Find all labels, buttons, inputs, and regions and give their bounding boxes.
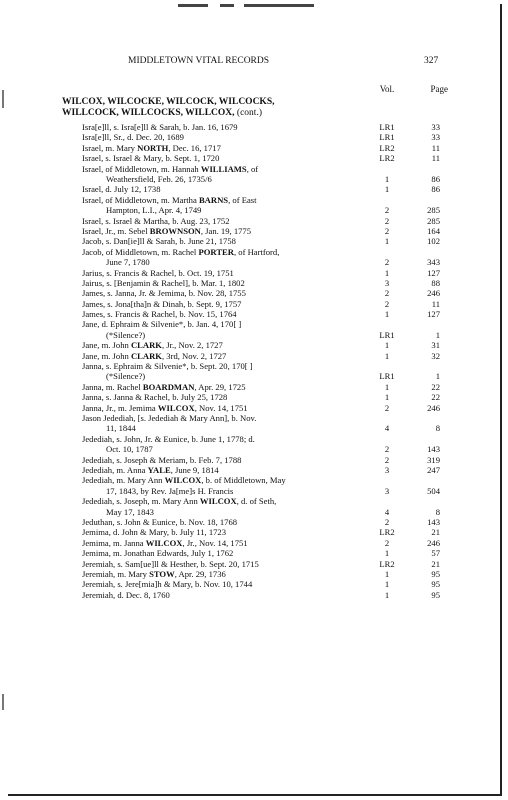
record-entry xyxy=(8,278,502,288)
record-entry xyxy=(8,184,502,194)
entry-text-segment: Jacob, of Middletown, m. Rachel xyxy=(82,246,199,257)
surname-line-1: WILCOX, WILCOCKE, WILCOCK, WILCOCKS, xyxy=(62,97,275,107)
entry-line xyxy=(82,548,356,558)
entry-text xyxy=(82,132,356,142)
spouse-surname: BROWNSON xyxy=(149,225,201,236)
record-entry xyxy=(8,143,502,153)
entry-text-segment: Jason Jedediah, [s. Jedediah & Mary Ann], b. Nov. xyxy=(82,413,257,424)
entry-text xyxy=(82,496,356,517)
entry-text-segment: Jane, m. John xyxy=(82,350,131,361)
entry-text-segment: Jeremiah, s. Sam[ue]ll & Hesther, b. Sept. 20, 1715 xyxy=(82,558,259,569)
entry-text-segment: Hampton, L.I., Apr. 4, 1749 xyxy=(106,205,202,216)
entry-page: 33 xyxy=(431,132,440,143)
entry-text xyxy=(82,309,356,319)
entry-text xyxy=(82,538,356,548)
entry-volume: 1 xyxy=(384,309,390,320)
entry-volume: 1 xyxy=(384,184,390,195)
entry-text-segment: , of xyxy=(246,163,259,174)
entry-continuation-line xyxy=(82,257,356,267)
entry-text xyxy=(82,475,356,496)
entry-page: 102 xyxy=(427,236,440,247)
record-entry xyxy=(8,538,502,548)
entry-text-segment: (*Silence?) xyxy=(106,329,146,340)
entry-volume: LR1 xyxy=(379,329,395,340)
entry-text xyxy=(82,122,356,132)
entry-text-segment: Israel, d. July 12, 1738 xyxy=(82,184,161,195)
entry-text xyxy=(82,569,356,579)
entry-text-segment: Jemima, m. Jonathan Edwards, July 1, 1762 xyxy=(82,548,234,559)
entry-page: 247 xyxy=(427,465,440,475)
entry-text-segment: Jedediah, m. Anna xyxy=(82,465,148,475)
entry-text-segment: Israel, m. Mary xyxy=(82,142,138,153)
entry-page: 127 xyxy=(427,309,440,320)
entry-text-segment: Jemima, d. John & Mary, b. July 11, 1723 xyxy=(82,527,227,538)
entry-text-segment: James, s. Jona[tha]n & Dinah, b. Sept. 9, 1757 xyxy=(82,298,242,309)
entry-text xyxy=(82,164,356,185)
entry-page: 95 xyxy=(431,589,440,600)
entry-text-segment: Jarius, s. Francis & Rachel, b. Oct. 19, 1751 xyxy=(82,267,234,278)
entry-page: 57 xyxy=(431,548,440,559)
spouse-surname: BARNS xyxy=(198,194,229,205)
spouse-surname: WILCOX xyxy=(157,402,195,413)
record-entry xyxy=(8,195,502,216)
entry-text-segment: Oct. 10, 1787 xyxy=(106,444,153,455)
entry-page: 11 xyxy=(431,142,440,153)
spouse-surname: CLARK xyxy=(130,350,162,361)
spouse-surname: BOARDMAN xyxy=(142,381,195,392)
entry-text-segment: Israel, s. Israel & Mary, b. Sept. 1, 1720 xyxy=(82,153,220,164)
entry-text-segment: June 7, 1780 xyxy=(106,257,150,268)
entry-continuation-line xyxy=(82,423,356,433)
entry-text-segment: Janna, s. Janna & Rachel, b. July 25, 1728 xyxy=(82,392,228,403)
record-entry xyxy=(8,247,502,268)
entry-volume: 1 xyxy=(384,568,390,579)
entry-line xyxy=(82,496,356,506)
entry-text xyxy=(82,465,356,475)
entry-page: 21 xyxy=(431,527,440,538)
record-entry xyxy=(8,340,502,350)
entry-text xyxy=(82,434,356,455)
entry-text-segment: Janna, m. Rachel xyxy=(82,381,143,392)
entry-text xyxy=(82,527,356,537)
entry-volume: 2 xyxy=(384,516,390,527)
record-entry xyxy=(8,403,502,413)
entry-text-segment: , b. of Middletown, May xyxy=(201,475,286,486)
entry-line xyxy=(82,340,356,350)
entry-line xyxy=(82,382,356,392)
scan-artifact-left xyxy=(2,90,4,108)
entry-page: 246 xyxy=(427,537,440,548)
entry-line xyxy=(82,164,356,174)
entry-line xyxy=(82,143,356,153)
entry-page: 343 xyxy=(427,257,440,268)
entry-text-segment: Isra[e]ll, s. Isra[e]ll & Sarah, b. Jan. 16, 1679 xyxy=(82,122,238,132)
record-entry xyxy=(8,153,502,163)
document-page xyxy=(8,4,502,796)
entry-line xyxy=(82,299,356,309)
entry-line xyxy=(82,413,356,423)
entry-text-segment: Israel, of Middletown, m. Hannah xyxy=(82,163,201,174)
entry-page: 95 xyxy=(431,568,440,579)
entry-line xyxy=(82,590,356,600)
record-entry xyxy=(8,226,502,236)
entry-text-segment: , 3rd, Nov. 2, 1727 xyxy=(161,350,227,361)
entry-line xyxy=(82,216,356,226)
record-entry xyxy=(8,382,502,392)
entry-volume: 4 xyxy=(384,423,390,434)
entry-volume: 2 xyxy=(384,298,390,309)
entry-text xyxy=(82,517,356,527)
spouse-surname: YALE xyxy=(147,465,171,475)
entry-continuation-line xyxy=(82,174,356,184)
entry-text-segment: , of East xyxy=(228,194,257,205)
column-header-page: Page xyxy=(430,84,448,94)
record-entry xyxy=(8,465,502,475)
entry-volume: 2 xyxy=(384,215,390,226)
entry-text-segment: Jairus, s. [Benjamin & Rachel], b. Mar. 1, 1802 xyxy=(82,277,245,288)
entry-volume: 1 xyxy=(384,589,390,600)
entry-volume: 3 xyxy=(384,485,390,496)
record-entry xyxy=(8,216,502,226)
entry-text-segment: Jacob, s. Dan[ie]ll & Sarah, b. June 21, 1758 xyxy=(82,236,236,247)
record-entry xyxy=(8,496,502,517)
entry-text-segment: , d. of Seth, xyxy=(236,496,277,507)
family-surname-heading xyxy=(62,97,342,119)
entry-continuation-line xyxy=(82,330,356,340)
entry-page: 164 xyxy=(427,225,440,236)
entry-text xyxy=(82,195,356,216)
entry-text-segment: 17, 1843, by Rev. Ja[me]s H. Francis xyxy=(106,485,234,496)
entry-text xyxy=(82,392,356,402)
entry-text-segment: , Dec. 16, 1717 xyxy=(168,142,221,153)
scan-artifact-left-lower xyxy=(2,694,4,710)
entry-line xyxy=(82,538,356,548)
entry-page: 32 xyxy=(431,350,440,361)
entry-text xyxy=(82,143,356,153)
running-title: MIDDLETOWN VITAL RECORDS xyxy=(128,56,270,66)
entry-text xyxy=(82,226,356,236)
entry-text xyxy=(82,319,356,340)
entry-text xyxy=(82,559,356,569)
entry-text xyxy=(82,236,356,246)
record-entry xyxy=(8,517,502,527)
entry-volume: LR2 xyxy=(379,527,395,538)
entry-page: 127 xyxy=(427,267,440,278)
entry-page: 504 xyxy=(427,485,440,496)
entry-continuation-line xyxy=(82,444,356,454)
entry-text-segment: Isra[e]ll, Sr., d. Dec. 20, 1689 xyxy=(82,132,184,143)
entry-text xyxy=(82,455,356,465)
entry-volume: 3 xyxy=(384,277,390,288)
spouse-surname: WILCOX xyxy=(164,475,202,486)
entry-volume: 1 xyxy=(384,392,390,403)
scan-artifact-top xyxy=(178,4,338,10)
record-entry xyxy=(8,413,502,434)
entry-text xyxy=(82,216,356,226)
entry-text-segment: Jeremiah, m. Mary xyxy=(82,568,150,579)
entry-text-segment: , Jan. 19, 1775 xyxy=(200,225,252,236)
entry-text xyxy=(82,361,356,382)
record-entry xyxy=(8,590,502,600)
entry-volume: LR1 xyxy=(379,371,395,382)
record-entry xyxy=(8,475,502,496)
record-entry xyxy=(8,361,502,382)
entry-text xyxy=(82,590,356,600)
entry-text-segment: Israel, Jr., m. Sebel xyxy=(82,225,150,236)
spouse-surname: WILLIAMS xyxy=(200,163,247,174)
entry-text-segment: (*Silence?) xyxy=(106,371,146,382)
entry-text-segment: James, s. Francis & Rachel, b. Nov. 15, 1764 xyxy=(82,309,237,320)
entry-line xyxy=(82,132,356,142)
entry-text xyxy=(82,382,356,392)
entry-text xyxy=(82,403,356,413)
entry-text-segment: , of Hartford, xyxy=(234,246,280,257)
entry-page: 285 xyxy=(427,205,440,216)
spouse-surname: CLARK xyxy=(130,340,162,351)
entry-page: 143 xyxy=(427,516,440,527)
entry-line xyxy=(82,517,356,527)
entry-text xyxy=(82,268,356,278)
entry-text-segment: Janna, s. Ephraim & Silvenie*, b. Sept. 20, 170[ ] xyxy=(82,361,253,372)
entry-page: 95 xyxy=(431,579,440,590)
entry-page: 8 xyxy=(435,506,440,517)
surname-line-2-text: WILLCOCK, WILLCOCKS, WILLCOX, xyxy=(62,108,235,118)
entry-line xyxy=(82,184,356,194)
entry-text-segment: Jedediah, m. Mary Ann xyxy=(82,475,165,486)
entry-page: 319 xyxy=(427,454,440,465)
entry-text-segment: Jeduthan, s. John & Eunice, b. Nov. 18, 1768 xyxy=(82,516,238,527)
spouse-surname: WILCOX xyxy=(145,537,183,548)
entry-text-segment: , Nov. 14, 1751 xyxy=(194,402,248,413)
spouse-surname: PORTER xyxy=(198,246,234,257)
entry-volume: LR1 xyxy=(379,132,395,143)
record-entry xyxy=(8,579,502,589)
entry-text xyxy=(82,278,356,288)
entry-volume: LR2 xyxy=(379,558,395,569)
entry-text xyxy=(82,579,356,589)
entry-volume: 2 xyxy=(384,454,390,465)
entry-text xyxy=(82,413,356,434)
entry-text-segment: Jeremiah, s. Jere[mia]h & Mary, b. Nov. 10, 1744 xyxy=(82,579,253,590)
record-entry xyxy=(8,527,502,537)
entry-text-segment: Jedediah, s. John, Jr. & Eunice, b. June 1, 1778; d. xyxy=(82,433,255,444)
spouse-surname: WILCOX xyxy=(199,496,237,507)
entry-page: 33 xyxy=(431,122,440,132)
entry-text-segment: 11, 1844 xyxy=(106,423,136,434)
page-number: 327 xyxy=(424,56,439,66)
entry-volume: 1 xyxy=(384,548,390,559)
entry-text-segment: Israel, s. Israel & Martha, b. Aug. 23, 1752 xyxy=(82,215,230,226)
record-entry xyxy=(8,434,502,455)
entry-page: 1 xyxy=(435,329,440,340)
entry-text-segment: , June 9, 1814 xyxy=(170,465,219,475)
entry-line xyxy=(82,319,356,329)
entry-volume: 1 xyxy=(384,350,390,361)
entry-line xyxy=(82,465,356,475)
record-entry xyxy=(8,559,502,569)
entry-line xyxy=(82,403,356,413)
entry-volume: 2 xyxy=(384,257,390,268)
entry-text xyxy=(82,548,356,558)
entry-continuation-line xyxy=(82,205,356,215)
entry-line xyxy=(82,569,356,579)
entry-volume: 2 xyxy=(384,288,390,299)
record-entry xyxy=(8,455,502,465)
entry-line xyxy=(82,392,356,402)
entry-line xyxy=(82,361,356,371)
entry-page: 11 xyxy=(431,153,440,164)
record-entry xyxy=(8,309,502,319)
entry-continuation-line xyxy=(82,371,356,381)
spouse-surname: NORTH xyxy=(137,142,169,153)
entry-volume: 1 xyxy=(384,381,390,392)
entry-page: 86 xyxy=(431,184,440,195)
entry-volume: 1 xyxy=(384,340,390,351)
entry-volume: 3 xyxy=(384,465,390,475)
entry-page: 31 xyxy=(431,340,440,351)
entry-text xyxy=(82,153,356,163)
entry-line xyxy=(82,559,356,569)
entry-line xyxy=(82,288,356,298)
entry-page: 22 xyxy=(431,381,440,392)
entry-text-segment: , Jr., Nov. 2, 1727 xyxy=(161,340,223,351)
record-entry xyxy=(8,122,502,132)
entry-page: 1 xyxy=(435,371,440,382)
entry-volume: LR1 xyxy=(379,122,395,132)
entry-text xyxy=(82,351,356,361)
entry-text-segment: Jane, m. John xyxy=(82,340,131,351)
entry-volume: 2 xyxy=(384,402,390,413)
entry-page: 86 xyxy=(431,173,440,184)
entry-volume: LR2 xyxy=(379,142,395,153)
entry-line xyxy=(82,475,356,485)
spouse-surname: STOW xyxy=(149,568,175,579)
entry-volume: 1 xyxy=(384,579,390,590)
entry-text-segment: Jemima, m. Janna xyxy=(82,537,146,548)
entry-text-segment: Jane, d. Ephraim & Silvenie*, b. Jan. 4, 170[ ] xyxy=(82,319,242,330)
column-header-vol: Vol. xyxy=(379,84,395,94)
entry-line xyxy=(82,278,356,288)
entry-line xyxy=(82,153,356,163)
entry-continuation-line xyxy=(82,507,356,517)
record-entry xyxy=(8,569,502,579)
entry-volume: 2 xyxy=(384,205,390,216)
entry-line xyxy=(82,236,356,246)
entry-line xyxy=(82,195,356,205)
entry-volume: 4 xyxy=(384,506,390,517)
entry-text-segment: Jeremiah, d. Dec. 8, 1760 xyxy=(82,589,170,600)
record-entry xyxy=(8,299,502,309)
entry-text xyxy=(82,340,356,350)
entry-text-segment: Jedediah, s. Joseph & Meriam, b. Feb. 7, 1788 xyxy=(82,454,242,465)
entry-text-segment: , Jr., Nov. 14, 1751 xyxy=(182,537,248,548)
entry-volume: LR2 xyxy=(379,153,395,164)
entry-page: 8 xyxy=(435,423,440,434)
entry-text-segment: Weathersfield, Feb. 26, 1735/6 xyxy=(106,173,212,184)
entry-line xyxy=(82,247,356,257)
entry-volume: 2 xyxy=(384,444,390,455)
entry-volume: 2 xyxy=(384,537,390,548)
entry-page: 21 xyxy=(431,558,440,569)
entry-line xyxy=(82,527,356,537)
entry-continuation-line xyxy=(82,486,356,496)
entry-page: 143 xyxy=(427,444,440,455)
entry-text-segment: Jedediah, s. Joseph, m. Mary Ann xyxy=(82,496,200,507)
entry-page: 11 xyxy=(431,298,440,309)
entry-line xyxy=(82,309,356,319)
entry-page: 22 xyxy=(431,392,440,403)
entry-text xyxy=(82,247,356,268)
record-entry xyxy=(8,288,502,298)
record-entry xyxy=(8,236,502,246)
continued-label: (cont.) xyxy=(236,108,262,118)
entry-text-segment: , Apr. 29, 1725 xyxy=(194,381,246,392)
entry-text-segment: Janna, Jr., m. Jemima xyxy=(82,402,158,413)
running-header xyxy=(8,56,498,70)
record-entries xyxy=(8,122,502,600)
entry-volume: 1 xyxy=(384,236,390,247)
record-entry xyxy=(8,392,502,402)
entry-page: 88 xyxy=(431,277,440,288)
entry-text-segment: Israel, of Middletown, m. Martha xyxy=(82,194,199,205)
entry-line xyxy=(82,455,356,465)
entry-text-segment: May 17, 1843 xyxy=(106,506,154,517)
entry-text xyxy=(82,288,356,298)
record-entry xyxy=(8,132,502,142)
entry-line xyxy=(82,122,356,132)
record-entry xyxy=(8,548,502,558)
entry-page: 246 xyxy=(427,402,440,413)
entry-volume: 1 xyxy=(384,267,390,278)
record-entry xyxy=(8,319,502,340)
entry-text-segment: , Apr. 29, 1736 xyxy=(174,568,226,579)
record-entry xyxy=(8,268,502,278)
entry-line xyxy=(82,434,356,444)
entry-volume: 2 xyxy=(384,225,390,236)
entry-line xyxy=(82,351,356,361)
entry-volume: 1 xyxy=(384,173,390,184)
record-entry xyxy=(8,164,502,185)
entry-text-segment: James, s. Janna, Jr. & Jemima, b. Nov. 28, 1755 xyxy=(82,288,246,299)
entry-text xyxy=(82,299,356,309)
entry-line xyxy=(82,579,356,589)
entry-line xyxy=(82,226,356,236)
record-entry xyxy=(8,351,502,361)
entry-page: 285 xyxy=(427,215,440,226)
entry-page: 246 xyxy=(427,288,440,299)
entry-text xyxy=(82,184,356,194)
entry-line xyxy=(82,268,356,278)
surname-line-2 xyxy=(62,108,342,119)
